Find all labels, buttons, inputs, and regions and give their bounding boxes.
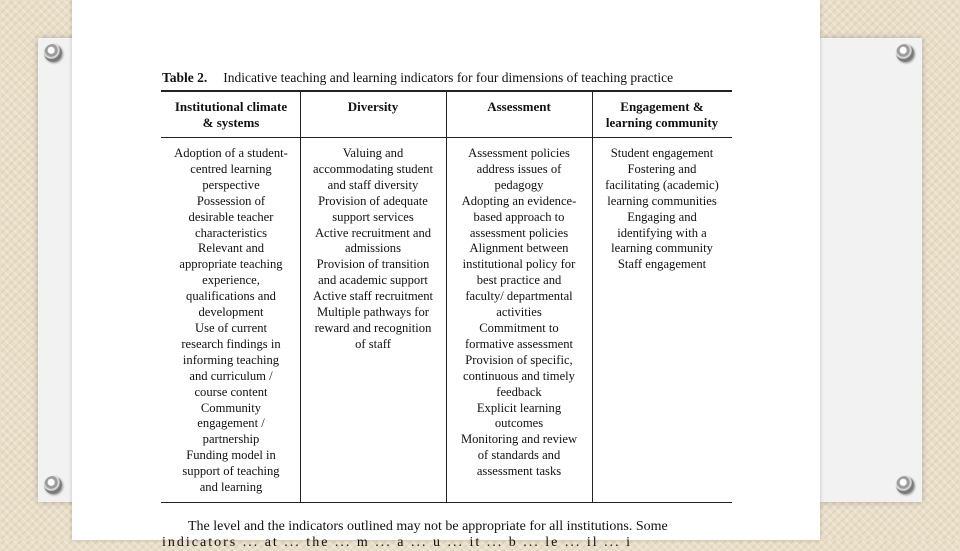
table-cell-line: feedback bbox=[496, 384, 542, 399]
table-caption-label: Table 2. bbox=[162, 70, 208, 85]
body-paragraph-cut-line: indicators ... at ... the ... m ... a ... u ... it ... b ... le ... il ... i bbox=[162, 535, 633, 550]
table-cell-line: continuous and timely bbox=[463, 368, 575, 383]
table-cell-line: activities bbox=[496, 305, 542, 320]
table-cell-line: Relevant and bbox=[197, 241, 265, 256]
table-cell-line: informing teaching bbox=[182, 352, 280, 367]
table-cell-line: Multiple pathways for bbox=[317, 305, 429, 320]
table-cell-line: Engaging and bbox=[627, 209, 697, 224]
table-cell-line: Explicit learning bbox=[476, 400, 562, 415]
table-cell-line: and learning bbox=[199, 480, 263, 495]
table-cell-line: Assessment policies bbox=[468, 146, 570, 160]
table-cell-line: of staff bbox=[355, 336, 391, 351]
table-cell-line: characteristics bbox=[194, 225, 268, 240]
table-cell-line: research findings in bbox=[181, 336, 281, 351]
table-cell-line: desirable teacher bbox=[188, 209, 274, 224]
table-cell-line: Active staff recruitment bbox=[312, 289, 434, 304]
table-cell-line: Provision of specific, bbox=[465, 352, 573, 367]
table-cell-line: engagement / bbox=[197, 416, 265, 431]
table-cell-line: faculty/ departmental bbox=[465, 289, 573, 304]
table-cell-line: assessment tasks bbox=[476, 464, 562, 479]
table-cell-line: Provision of transition bbox=[316, 257, 430, 272]
table-cell-line: learning community bbox=[611, 241, 713, 256]
table-cell-line: Staff engagement bbox=[617, 257, 707, 272]
pushpin-icon bbox=[896, 476, 914, 494]
column-body-assessment bbox=[446, 146, 592, 480]
table-cell-line: Use of current bbox=[194, 320, 268, 335]
pushpin-icon bbox=[44, 44, 62, 62]
table-cell-line: partnership bbox=[202, 432, 260, 447]
column-header-line: Institutional climate bbox=[174, 99, 288, 114]
table-cell-line: formative assessment bbox=[464, 336, 574, 351]
column-header-engagement bbox=[592, 99, 732, 131]
document-page bbox=[72, 0, 820, 550]
column-header-institutional bbox=[162, 99, 300, 131]
column-header-line: Engagement & bbox=[620, 99, 704, 114]
column-body-engagement bbox=[592, 146, 732, 273]
table-cell-line: based approach to bbox=[473, 209, 565, 224]
table-cell-line: facilitating (academic) bbox=[605, 177, 719, 192]
table-cell-line: Provision of adequate bbox=[318, 193, 428, 208]
table-cell-line: Monitoring and review bbox=[460, 432, 578, 447]
table-cell-line: institutional policy for bbox=[462, 257, 576, 272]
table-cell-line: outcomes bbox=[494, 416, 544, 431]
table-cell-line: best practice and bbox=[476, 273, 562, 288]
table-caption bbox=[162, 70, 673, 86]
table-cell-line: and academic support bbox=[318, 273, 428, 288]
column-header-diversity bbox=[300, 99, 446, 115]
table-cell-line: Adoption of a student- bbox=[174, 146, 288, 160]
table-cell-line: experience, bbox=[202, 273, 260, 288]
column-header-assessment bbox=[446, 99, 592, 115]
table-cell-line: and staff diversity bbox=[327, 177, 419, 192]
table-cell-line: admissions bbox=[345, 241, 401, 256]
table-cell-line: Active recruitment and bbox=[314, 225, 432, 240]
table-cell-line: perspective bbox=[202, 177, 260, 192]
table-cell-line: course content bbox=[194, 384, 268, 399]
pushpin-icon bbox=[44, 476, 62, 494]
table-cell-line: Possession of bbox=[196, 193, 266, 208]
body-paragraph-text: The level and the indicators outlined may not be appropriate for all institutions. Some bbox=[188, 519, 668, 534]
table-cell-line: pedagogy bbox=[494, 177, 544, 192]
table-cell-line: Funding model in bbox=[186, 448, 276, 463]
table-cell-line: Fostering and bbox=[627, 161, 697, 176]
table-cell-line: and curriculum / bbox=[189, 368, 273, 383]
column-header-line: Diversity bbox=[347, 99, 399, 114]
table-cell-line: of standards and bbox=[477, 448, 561, 463]
table-cell-line: support of teaching bbox=[182, 464, 280, 479]
table-cell-line: accommodating student bbox=[313, 161, 433, 176]
table-cell-line: address issues of bbox=[476, 161, 562, 176]
column-body-diversity bbox=[300, 146, 446, 353]
pushpin-icon bbox=[896, 44, 914, 62]
column-body-institutional bbox=[162, 146, 300, 496]
table-cell-line: assessment policies bbox=[469, 225, 569, 240]
table-cell-line: support services bbox=[332, 209, 414, 224]
table-cell-line: Adopting an evidence- bbox=[461, 193, 577, 208]
table-cell-line: Student engagement bbox=[610, 146, 714, 160]
table-caption-text: Indicative teaching and learning indicators for four dimensions of teaching practice bbox=[223, 70, 674, 85]
table-cell-line: development bbox=[198, 305, 264, 320]
table-cell-line: Commitment to bbox=[479, 320, 559, 335]
table-cell-line: qualifications and bbox=[186, 289, 276, 304]
table-cell-line: reward and recognition bbox=[314, 320, 432, 335]
table-cell-line: identifying with a bbox=[617, 225, 707, 240]
table-cell-line: Valuing and bbox=[342, 146, 404, 160]
column-header-line: learning community bbox=[605, 115, 719, 130]
table-cell-line: centred learning bbox=[190, 161, 272, 176]
column-header-line: & systems bbox=[202, 115, 260, 130]
table-cell-line: appropriate teaching bbox=[179, 257, 283, 272]
column-header-line: Assessment bbox=[487, 99, 551, 114]
table-cell-line: Community bbox=[200, 400, 262, 415]
table-cell-line: learning communities bbox=[607, 193, 717, 208]
table-cell-line: Alignment between bbox=[469, 241, 569, 256]
